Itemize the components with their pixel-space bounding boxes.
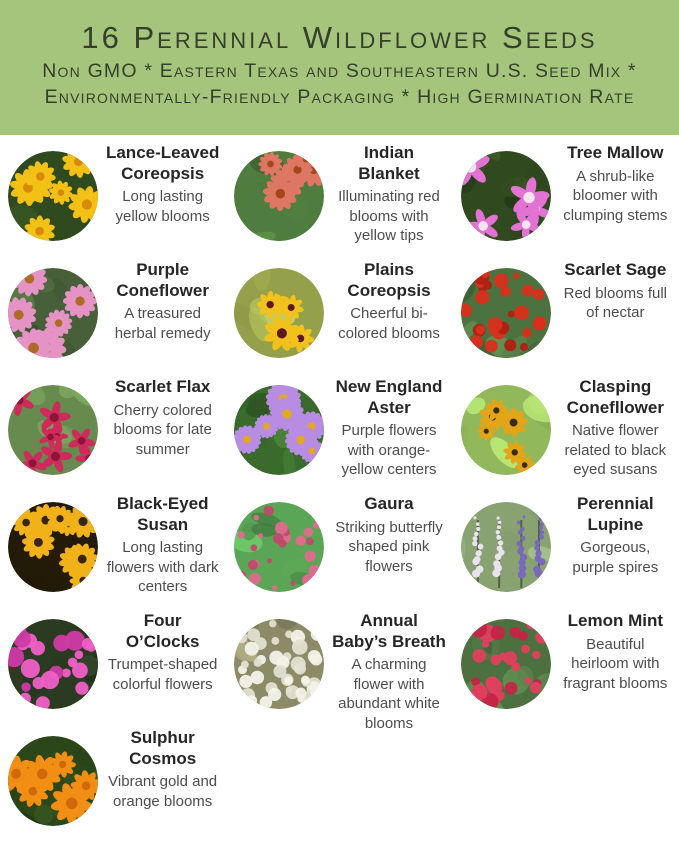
flower-photo [234,502,324,592]
flower-text [324,377,452,480]
flower-text [324,143,452,246]
flower-text [551,377,679,480]
flower-text [324,260,452,343]
flower-description: Vibrant gold and orange blooms [108,773,218,810]
flower-description: Beautiful heirloom with fragrant blooms [563,635,668,692]
flower-card [226,375,452,492]
flower-text [98,143,226,226]
flower-description: Cheerful bi-colored blooms [338,305,440,342]
flower-card [0,258,226,375]
flower-photo [461,502,551,592]
header-banner [0,0,679,135]
flower-card [226,258,452,375]
product-subtitle: Non GMO * Eastern Texas and Southeastern U.S. Seed Mix * Environmentally-Friendly Packaging * High Germination Rate [42,60,637,108]
flower-card [226,141,452,258]
flower-card [0,609,226,726]
flower-text [551,143,679,225]
flower-description: Long lasting flowers with dark centers [106,539,219,596]
flower-text [324,494,452,576]
flower-photo [461,385,551,475]
product-title: 16 Perennial Wildflower Seeds [81,20,598,56]
flower-card [453,258,679,375]
flower-name: Scarlet Sage [564,260,667,279]
flower-description: Trumpet-shaped colorful flowers [107,656,218,693]
flower-name: Lemon Mint [567,611,664,630]
flower-photo [461,151,551,241]
flower-name: New England Aster [335,377,443,417]
flower-description: Illuminating red blooms with yellow tips [338,188,440,245]
flower-photo [8,385,98,475]
flower-name: Annual Baby’s Breath [332,611,446,651]
flower-text [551,260,679,323]
flower-name: Gaura [364,494,414,513]
flower-photo [8,502,98,592]
flower-description: A shrub-like bloomer with clumping stems [563,167,668,224]
flower-text [551,611,679,693]
flower-photo [234,151,324,241]
flower-card [453,141,679,258]
flower-photo [8,619,98,709]
flower-description: Purple flowers with orange-yellow centers [341,422,437,479]
flower-name: Indian Blanket [358,143,420,183]
flower-grid [0,135,679,843]
flower-card [453,492,679,609]
flower-name: Tree Mallow [567,143,664,162]
flower-description: Gorgeous, purple spires [572,539,659,576]
flower-name: Perennial Lupine [577,494,654,534]
flower-name: Lance-Leaved Coreopsis [105,143,220,183]
flower-description: Red blooms full of nectar [563,284,668,322]
flower-card [0,141,226,258]
flower-name: Scarlet Flax [114,377,211,396]
flower-name: Black-Eyed Susan [116,494,209,534]
flower-photo [8,268,98,358]
flower-photo [234,385,324,475]
flower-card [0,726,226,843]
flower-text [98,494,226,597]
flower-photo [234,268,324,358]
flower-text [98,260,226,343]
flower-description: Native flower related to black eyed susans [564,422,667,479]
flower-name: Plains Coreopsis [347,260,431,300]
flower-card [0,375,226,492]
flower-photo [461,619,551,709]
flower-description: Striking butterfly shaped pink flowers [335,518,443,575]
flower-name: Clasping Conefllower [566,377,664,417]
flower-text [98,728,226,811]
flower-description: A charming flower with abundant white blooms [338,656,440,732]
flower-photo [461,268,551,358]
flower-card [0,492,226,609]
flower-description: Cherry colored blooms for late summer [113,401,212,458]
flower-name: Sulphur Cosmos [129,728,197,768]
flower-text [98,611,226,694]
flower-photo [8,151,98,241]
flower-card [226,609,452,732]
flower-description: A treasured herbal remedy [114,305,211,342]
flower-name: Four O’Clocks [125,611,200,651]
flower-text [98,377,226,459]
flower-name: Purple Coneflower [116,260,209,300]
flower-description: Long lasting yellow blooms [115,188,210,225]
flower-card [226,492,452,609]
flower-text [324,611,452,733]
flower-photo [8,736,98,826]
flower-card [453,375,679,492]
flower-card [453,609,679,726]
flower-text [551,494,679,577]
flower-photo [234,619,324,709]
